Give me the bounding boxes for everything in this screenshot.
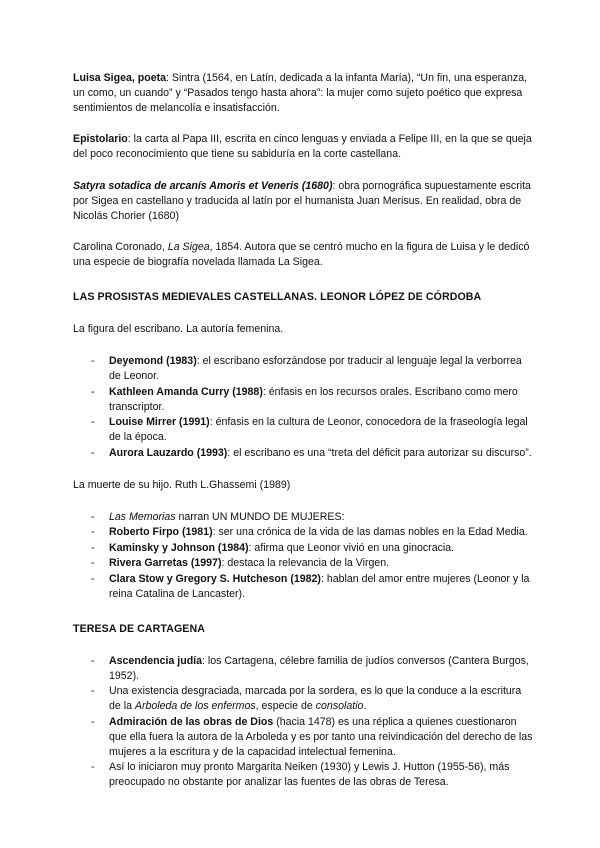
paragraph-luisa-sigea: Luisa Sigea, poeta: Sintra (1564, en Latín, dedicada a la infanta María), “Un fin, una esperanza, un como, un cuando” y “Pasados tengo hasta ahora”: la mujer como sujeto poético que expresa sentimientos de melancolía e insatisfacción. xyxy=(73,72,528,115)
list-item: - Deyemond (1983): el escribano esforzándose por traducir al lenguaje legal la verborrea de Leonor. xyxy=(91,355,522,383)
list-item: - Rivera Garretas (1997): destaca la relevancia de la Virgen. xyxy=(91,557,390,570)
section-heading-prosistas: LAS PROSISTAS MEDIEVALES CASTELLANAS. LEONOR LÓPEZ DE CÓRDOBA xyxy=(73,291,482,304)
list-escribano xyxy=(73,354,533,461)
paragraph-satyra: Satyra sotadica de arcanís Amoris et Veneris (1680): obra pornográfica supuestamente escrita por Sigea en castellano y traducida al latín por el humanista Juan Merisus. En realidad, obra de Nicolás Chorier (1680) xyxy=(73,180,531,223)
list-item: - Así lo iniciaron muy pronto Margarita Neiken (1930) y Lewis J. Hutton (1955-56), más preocupado no obstante por analizar las fuentes de las obras de Teresa. xyxy=(91,761,510,789)
list-teresa xyxy=(73,654,533,791)
document-body xyxy=(73,71,533,791)
paragraph-muerte-hijo: La muerte de su hijo. Ruth L.Ghassemi (1989) xyxy=(73,478,291,491)
paragraph-carolina-coronado: Carolina Coronado, La Sigea, 1854. Autora que se centró mucho en la figura de Luisa y le dedicó una especie de biografía novelada llamada La Sigea. xyxy=(73,240,530,268)
list-item: - Roberto Firpo (1981): ser una crónica de la vida de las damas nobles en la Edad Media. xyxy=(91,526,528,539)
paragraph-epistolario: Epistolario: la carta al Papa III, escrita en cinco lenguas y enviada a Felipe III, en la que se queja del poco reconocimiento que tiene su sabiduría en la corte castellana. xyxy=(73,132,532,160)
paragraph-escribano: La figura del escribano. La autoría femenina. xyxy=(73,323,284,336)
section-heading-teresa: TERESA DE CARTAGENA xyxy=(73,622,205,635)
list-item: - Admiración de las obras de Dios (hacia 1478) es una réplica a quienes cuestionaron que ella fuera la autora de la Arboleda y es por tanto una reivindicación del derecho de las mujeres a la escritura y de la capacidad intelectual femenina. xyxy=(91,715,533,758)
list-item: - Kaminsky y Johnson (1984): afirma que Leonor vivió en una ginocracia. xyxy=(91,541,455,554)
list-item: - Kathleen Amanda Curry (1988): énfasis en los recursos orales. Escribano como mero transcriptor. xyxy=(91,385,518,413)
list-item: - Ascendencia judía: los Cartagena, célebre familia de judíos conversos (Cantera Burgos, 1952). xyxy=(91,654,529,682)
list-item: - Clara Stow y Gregory S. Hutcheson (1982): hablan del amor entre mujeres (Leonor y la reina Catalina de Lancaster). xyxy=(91,572,530,600)
list-memorias xyxy=(73,510,533,602)
list-item: - Aurora Lauzardo (1993): el escribano es una “treta del déficit para autorizar su discurso”. xyxy=(91,446,532,459)
list-item: - Las Memorias narran UN MUNDO DE MUJERES: xyxy=(91,510,345,523)
list-item: - Una existencia desgraciada, marcada por la sordera, es lo que la conduce a la escritura de la Arboleda de los enfermos, especie de consolatio. xyxy=(91,685,522,713)
list-item: - Louise Mirrer (1991): énfasis en la cultura de Leonor, conocedora de la fraseología legal de la época. xyxy=(91,416,528,444)
